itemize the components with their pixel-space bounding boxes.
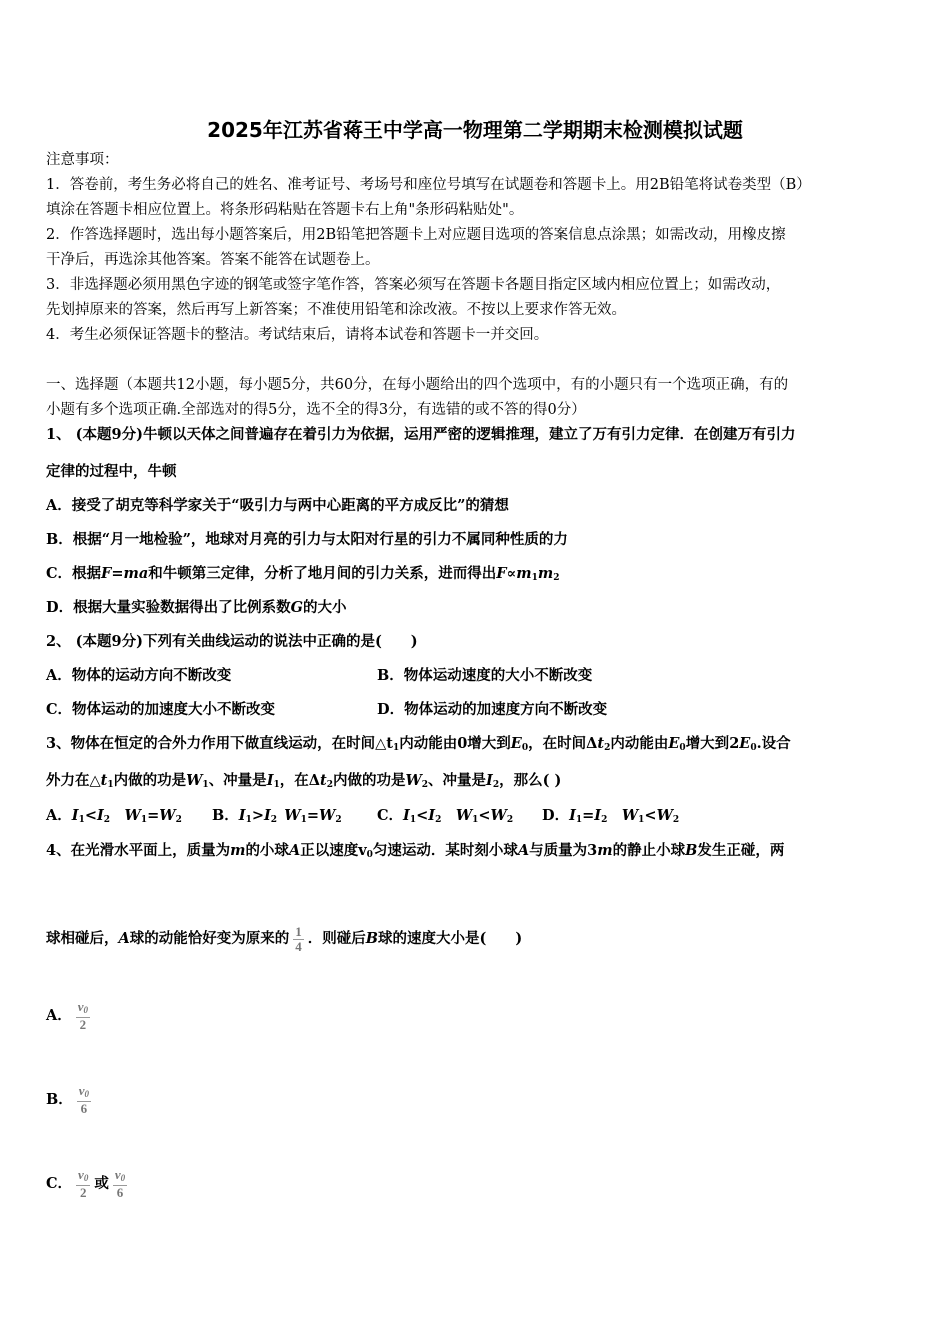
q4-ball-a: A <box>288 842 301 859</box>
q4-three: 3 <box>587 842 598 859</box>
notice-line-6: 先划掉原来的答案，然后再写上新答案；不准使用铅笔和涂改液。不按以上要求作答无效。 <box>46 302 626 318</box>
q3-sub: 1 <box>300 815 307 825</box>
frac-v: v <box>78 1083 85 1098</box>
q2-option-a: A．物体的运动方向不断改变 <box>46 667 232 684</box>
q3-sub: 2 <box>175 815 182 825</box>
q4-text-a: 4、在光滑水平面上，质量为 <box>46 842 231 859</box>
q1-c-prop: ∝ <box>506 565 517 582</box>
q2-option-b: B．物体运动速度的大小不断改变 <box>377 667 593 684</box>
q3-sub: 2 <box>335 815 342 825</box>
q4-text-2a: 球相碰后， <box>46 930 119 947</box>
fraction-denominator: 4 <box>295 938 302 954</box>
q3-op: < <box>84 807 97 824</box>
frac-sub: 0 <box>83 1173 89 1183</box>
fraction-numerator <box>77 1084 91 1102</box>
q3-i: I <box>594 807 602 824</box>
q1-option-b: B．根据“月一地检验”，地球对月亮的引力与太阳对行星的引力不属同种性质的力 <box>46 531 568 548</box>
q3-i: I <box>486 772 493 789</box>
q3-text-d: ，在时间 <box>528 735 587 752</box>
q3-t: t <box>597 735 605 752</box>
q3-e: E <box>668 735 680 752</box>
q3-op: > <box>251 807 264 824</box>
fraction-numerator <box>76 1000 90 1018</box>
q1-c-f: F <box>496 565 507 582</box>
q1-c-formula: F=ma <box>101 565 149 582</box>
q3-stem-line-1 <box>46 734 791 758</box>
q1-stem-line-1: 1、 (本题9分)牛顿以天体之间普遍存在着引力为依据，运用严密的逻辑推理，建立了万有引力定律．在创建万有引力 <box>46 426 796 443</box>
frac-sub: 0 <box>120 1173 126 1183</box>
q3-option-b <box>212 806 342 830</box>
notice-line-1: 1．答卷前，考生务必将自己的姓名、准考证号、考场号和座位号填写在试题卷和答题卡上。用2B铅笔将试卷类型（B） <box>46 177 811 193</box>
q3-option-c <box>377 806 513 830</box>
q4-v: v <box>358 842 367 859</box>
frac-v: v <box>78 1167 84 1182</box>
q4-ball-b: B <box>365 930 379 947</box>
q3-sub: 1 <box>472 815 479 825</box>
q3-text-2c: 、冲量是 <box>208 772 267 789</box>
q3-i: I <box>263 807 271 824</box>
q4-option-a <box>46 995 94 1037</box>
q4-text-g: 发生正碰，两 <box>697 842 785 859</box>
q3-sub: 1 <box>107 780 114 790</box>
q3-text-2g: ，那么( ) <box>499 772 562 789</box>
q3-sub: 0 <box>679 743 686 753</box>
q4-m: m <box>597 842 613 859</box>
q1-c-m2: m <box>537 565 554 582</box>
q4-a-label: A． <box>46 1007 72 1024</box>
q3-sub: 1 <box>140 815 148 825</box>
q3-text-2f: 、冲量是 <box>428 772 487 789</box>
q3-sub: 0 <box>521 743 529 753</box>
q3-t: t <box>100 772 108 789</box>
q3-text-c: 增大到 <box>467 735 511 752</box>
q3-sub: 1 <box>638 815 645 825</box>
q3-sub: 1 <box>245 815 252 825</box>
q3-option-d <box>542 806 679 830</box>
q3-w: W <box>455 807 473 824</box>
fraction-numerator: 1 <box>295 923 302 939</box>
q3-w: W <box>159 807 176 824</box>
q2-option-d: D．物体运动的加速度方向不断改变 <box>377 701 608 718</box>
q3-sub: 1 <box>409 815 417 825</box>
notice-line-2: 填涂在答题卡相应位置上。将条形码粘贴在答题卡右上角"条形码粘贴处"。 <box>46 202 524 218</box>
q4-c-label: C． <box>46 1175 73 1192</box>
q3-op: = <box>147 807 160 824</box>
q3-w: W <box>319 807 336 824</box>
q4-text-b: 的小球 <box>245 842 289 859</box>
q4-ball-a: A <box>517 842 530 859</box>
q3-i: I <box>266 772 274 789</box>
q3-text-2a: 外力在△ <box>46 772 101 789</box>
notice-line-7: 4．考生必须保证答题卡的整洁。考试结束后，请将本试卷和答题卡一并交回。 <box>46 327 549 343</box>
q3-w: W <box>186 772 203 789</box>
frac-v: v <box>77 999 84 1014</box>
fraction-denominator: 2 <box>79 1017 87 1032</box>
q3-text-f: 增大到 <box>685 735 730 752</box>
q1-option-c <box>46 564 560 588</box>
q3-a-label: A． <box>46 807 72 824</box>
q3-w: W <box>284 807 301 824</box>
q3-sub: 2 <box>672 815 680 825</box>
q1-c-sub1: 1 <box>531 573 538 583</box>
notice-line-4: 干净后，再选涂其他答案。答案不能答在试题卷上。 <box>46 252 380 268</box>
q3-sub: 0 <box>750 743 757 753</box>
q4-fraction-quarter <box>293 925 304 954</box>
notice-heading: 注意事项： <box>46 152 119 168</box>
q3-sub: 2 <box>435 815 442 825</box>
q3-i: I <box>428 807 436 824</box>
q1-c-prefix: C．根据 <box>46 565 102 582</box>
q4-text-2d: 球的速度大小是( ) <box>378 930 523 947</box>
q3-sub: 1 <box>575 815 583 825</box>
q3-w: W <box>124 807 141 824</box>
section-heading-line-1: 一、选择题（本题共12小题，每小题5分，共60分，在每小题给出的四个选项中，有的小题只有一个选项正确，有的 <box>46 377 789 393</box>
q3-text-2b: 内做的功是 <box>113 772 187 789</box>
q3-stem-line-2 <box>46 771 561 795</box>
q3-two: 2 <box>729 735 740 752</box>
q3-text-e: 内动能由 <box>610 735 669 752</box>
notice-line-5: 3．非选择题必须用黑色字迹的钢笔或签字笔作答，答案必须写在答题卡各题目指定区域内相应位置上；如需改动， <box>46 277 781 293</box>
q3-sub: 2 <box>604 743 611 753</box>
q3-i: I <box>403 807 410 824</box>
q3-sub: 2 <box>492 780 500 790</box>
q4-fraction <box>113 1168 127 1200</box>
q1-c-middle: 和牛顿第三定律，分析了地月间的引力关系，进而得出 <box>148 565 497 582</box>
q3-w: W <box>405 772 422 789</box>
q3-text-b: 内动能由 <box>399 735 458 752</box>
q4-text-2c: ．则碰后 <box>307 930 366 947</box>
page-title: 2025年江苏省蒋王中学高一物理第二学期期末检测模拟试题 <box>207 118 743 142</box>
q3-op: < <box>644 807 657 824</box>
q4-b-label: B． <box>46 1091 73 1108</box>
q3-sub: 2 <box>601 815 608 825</box>
q4-or: 或 <box>94 1175 109 1192</box>
fraction-numerator <box>76 1168 90 1186</box>
q3-b-label: B． <box>212 807 239 824</box>
notice-line-3: 2．作答选择题时，选出每小题答案后，用2B铅笔把答题卡上对应题目选项的答案信息点涂黑；如需改动，用橡皮擦 <box>46 227 786 243</box>
q3-sub: 1 <box>392 743 400 753</box>
frac-sub: 0 <box>84 1089 90 1099</box>
fraction-numerator <box>113 1168 127 1186</box>
q4-text-d: 匀速运动．某时刻小球 <box>372 842 518 859</box>
q4-text-c: 正以速度 <box>300 842 359 859</box>
q3-text-2e: 内做的功是 <box>332 772 406 789</box>
q3-sub: 2 <box>506 815 514 825</box>
q2-option-c: C．物体运动的加速度大小不断改变 <box>46 701 276 718</box>
q3-c-label: C． <box>377 807 404 824</box>
q3-sub: 2 <box>421 780 429 790</box>
q3-delta: Δ <box>308 772 321 789</box>
q4-fraction <box>76 1000 90 1032</box>
q3-op: = <box>306 807 320 824</box>
q3-t: t <box>320 772 327 789</box>
q3-w: W <box>656 807 673 824</box>
q3-op: = <box>582 807 595 824</box>
q3-sub: 2 <box>103 815 111 825</box>
q3-sub: 1 <box>78 815 85 825</box>
q3-e: E <box>739 735 751 752</box>
q1-d-suffix: 的大小 <box>302 599 347 616</box>
q3-i: I <box>238 807 246 824</box>
q1-d-g: G <box>290 599 303 616</box>
q4-option-b <box>46 1079 95 1121</box>
q3-i: I <box>569 807 576 824</box>
q4-sub: 0 <box>366 850 373 860</box>
frac-v: v <box>114 1167 121 1182</box>
q3-d-label: D． <box>542 807 570 824</box>
q1-option-d <box>46 598 346 618</box>
q4-option-c <box>46 1163 131 1205</box>
frac-sub: 0 <box>83 1005 89 1015</box>
q1-stem-line-2: 定律的过程中，牛顿 <box>46 463 177 480</box>
q3-option-a <box>46 806 182 830</box>
q2-stem: 2、 (本题9分)下列有关曲线运动的说法中正确的是( ) <box>46 633 418 650</box>
fraction-denominator: 6 <box>80 1101 88 1116</box>
q3-sub: 2 <box>270 815 278 825</box>
fraction-denominator: 6 <box>116 1185 124 1200</box>
q1-c-sub2: 2 <box>553 573 560 583</box>
q4-text-f: 的静止小球 <box>612 842 686 859</box>
q3-w: W <box>621 807 639 824</box>
q4-fraction <box>77 1084 91 1116</box>
q1-option-a: A．接受了胡克等科学家关于“吸引力与两中心距离的平方成反比”的猜想 <box>46 497 509 514</box>
fraction-denominator: 2 <box>79 1185 87 1200</box>
q3-delta: Δ <box>586 735 598 752</box>
q1-d-prefix: D．根据大量实验数据得出了比例系数 <box>46 599 291 616</box>
q3-sub: 2 <box>326 780 333 790</box>
q4-text-e: 与质量为 <box>529 842 588 859</box>
q3-i: I <box>71 807 79 824</box>
q4-ball-b: B <box>685 842 698 859</box>
q3-text-a: 3、物体在恒定的合外力作用下做直线运动，在时间△t <box>46 735 393 752</box>
q3-sub: 1 <box>202 780 209 790</box>
q4-stem-line-1 <box>46 841 784 865</box>
q4-text-2b: 球的动能恰好变为原来的 <box>129 930 290 947</box>
q3-i: I <box>96 807 104 824</box>
q4-ball-a: A <box>118 930 130 947</box>
q3-text-g: .设合 <box>756 735 791 752</box>
q3-sub: 1 <box>273 780 280 790</box>
q3-op: < <box>416 807 429 824</box>
q3-zero: 0 <box>457 735 468 752</box>
q1-c-m1: m <box>516 565 532 582</box>
q4-stem-line-2 <box>46 918 522 960</box>
section-heading-line-2: 小题有多个选项正确.全部选对的得5分，选不全的得3分，有选错的或不答的得0分） <box>46 402 586 418</box>
q3-e: E <box>510 735 522 752</box>
q4-m: m <box>230 842 246 859</box>
q3-w: W <box>490 807 507 824</box>
q4-fraction <box>76 1168 90 1200</box>
q3-op: < <box>478 807 491 824</box>
q3-text-2d: ，在 <box>279 772 309 789</box>
